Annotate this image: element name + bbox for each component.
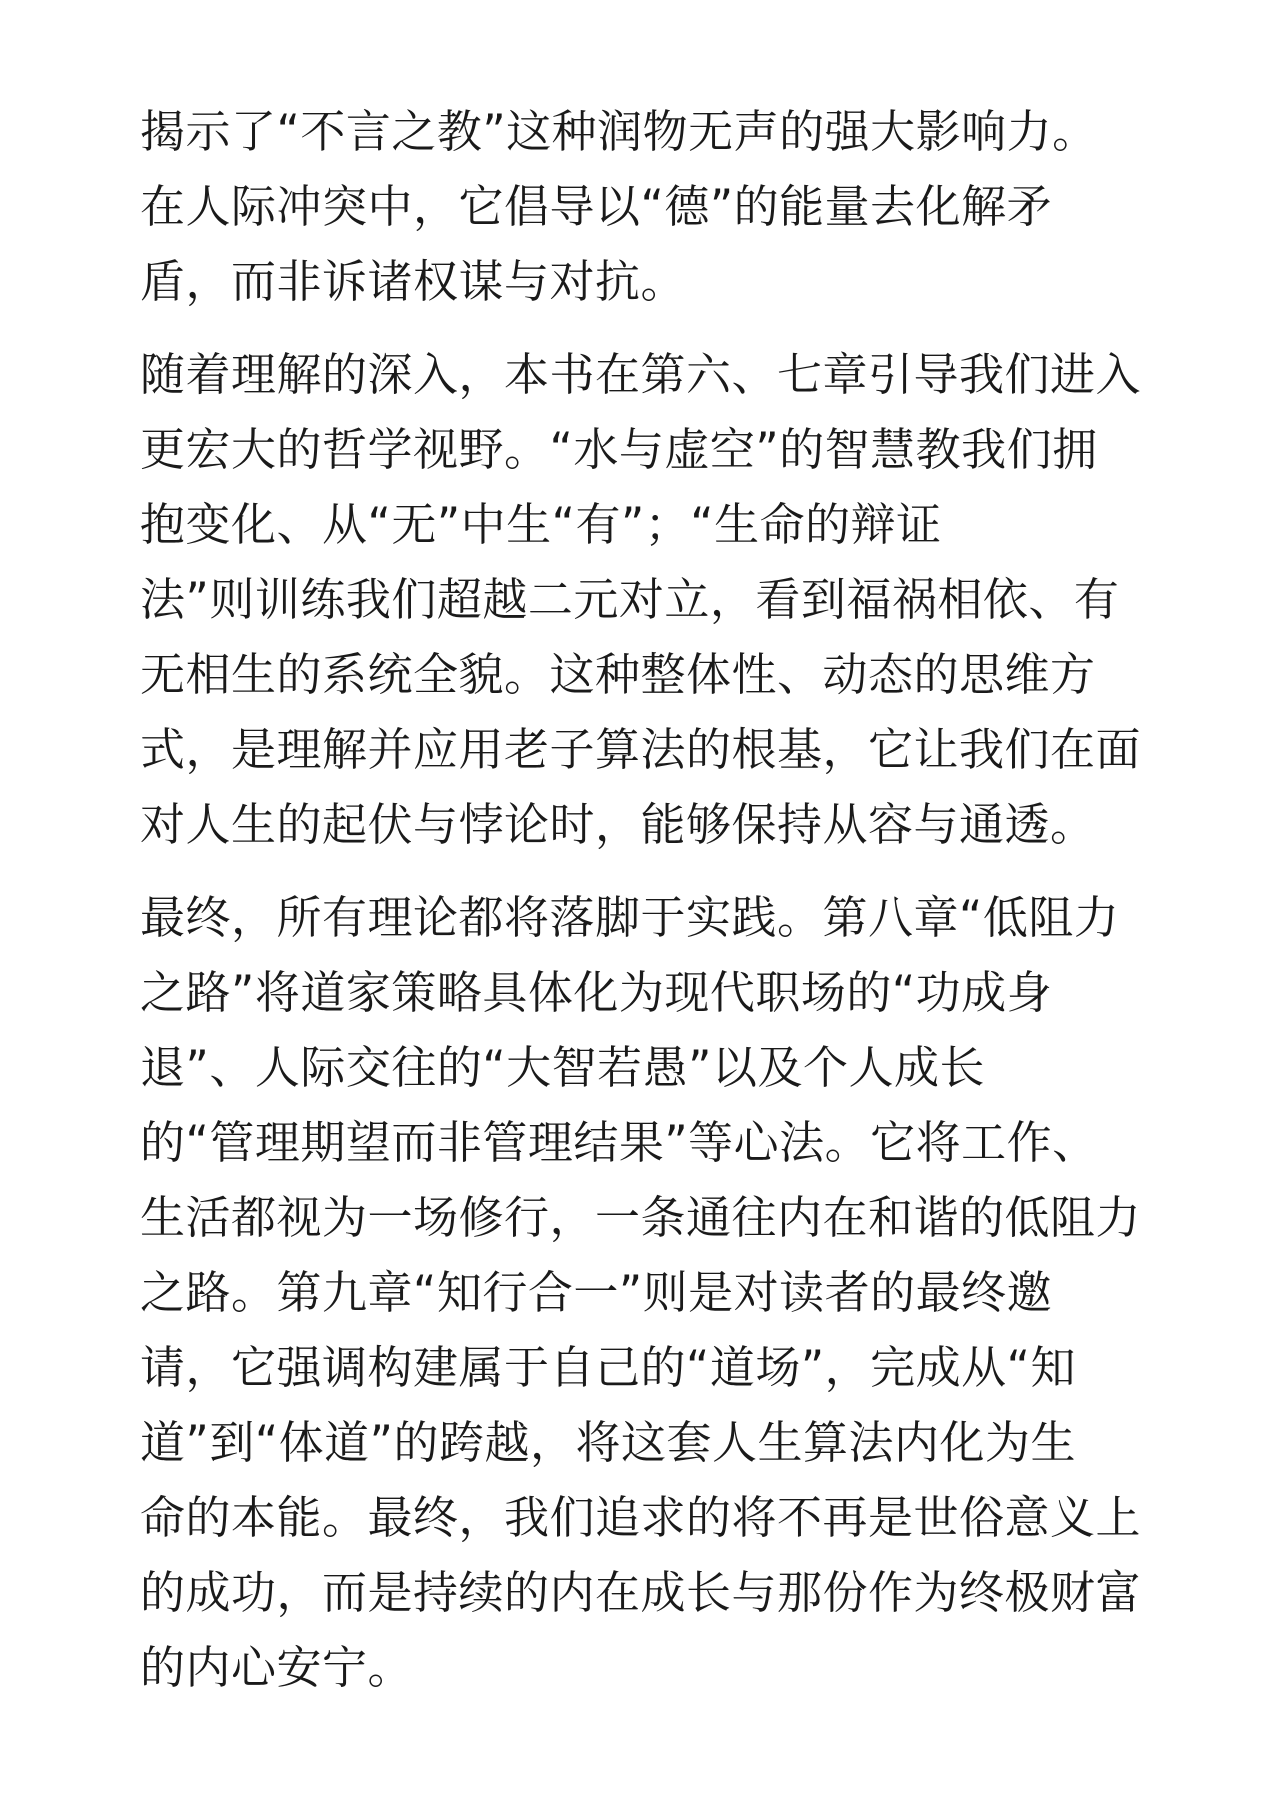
- text-line: 盾，而非诉诸权谋与对抗。: [140, 255, 687, 308]
- text-line: 道”到“体道”的跨越，将这套人生算法内化为生: [140, 1416, 1076, 1469]
- text-line: 的内心安宁。: [140, 1641, 414, 1694]
- text-line: 更宏大的哲学视野。“水与虚空”的智慧教我们拥: [140, 423, 1098, 476]
- text-line: 生活都视为一场修行，一条通往内在和谐的低阻力: [140, 1191, 1142, 1244]
- text-line: 式，是理解并应用老子算法的根基，它让我们在面: [140, 723, 1142, 776]
- text-line: 最终，所有理论都将落脚于实践。第八章“低阻力: [140, 891, 1120, 944]
- text-line: 在人际冲突中，它倡导以“德”的能量去化解矛: [140, 180, 1053, 233]
- text-line: 命的本能。最终，我们追求的将不再是世俗意义上: [140, 1491, 1142, 1544]
- text-line: 请，它强调构建属于自己的“道场”，完成从“知: [140, 1341, 1076, 1394]
- document-page: [140, 94, 1140, 1705]
- text-line: 对人生的起伏与悖论时，能够保持从容与通透。: [140, 798, 1096, 851]
- text-line: 退”、人际交往的“大智若愚”以及个人成长: [140, 1041, 985, 1094]
- text-line: 随着理解的深入，本书在第六、七章引导我们进入: [140, 348, 1142, 401]
- text-line: 无相生的系统全貌。这种整体性、动态的思维方: [140, 648, 1096, 701]
- paragraph-1: [140, 94, 1140, 319]
- text-line: 的成功，而是持续的内在成长与那份作为终极财富: [140, 1566, 1142, 1619]
- text-line: 的“管理期望而非管理结果”等心法。它将工作、: [140, 1116, 1098, 1169]
- text-line: 法”则训练我们超越二元对立，看到福祸相依、有: [140, 573, 1120, 626]
- paragraph-2: [140, 337, 1140, 862]
- text-line: 之路。第九章“知行合一”则是对读者的最终邀: [140, 1266, 1053, 1319]
- text-line: 揭示了“不言之教”这种润物无声的强大影响力。: [140, 105, 1098, 158]
- text-line: 之路”将道家策略具体化为现代职场的“功成身: [140, 966, 1053, 1019]
- paragraph-3: [140, 880, 1140, 1705]
- text-line: 抱变化、从“无”中生“有”；“生命的辩证: [140, 498, 942, 551]
